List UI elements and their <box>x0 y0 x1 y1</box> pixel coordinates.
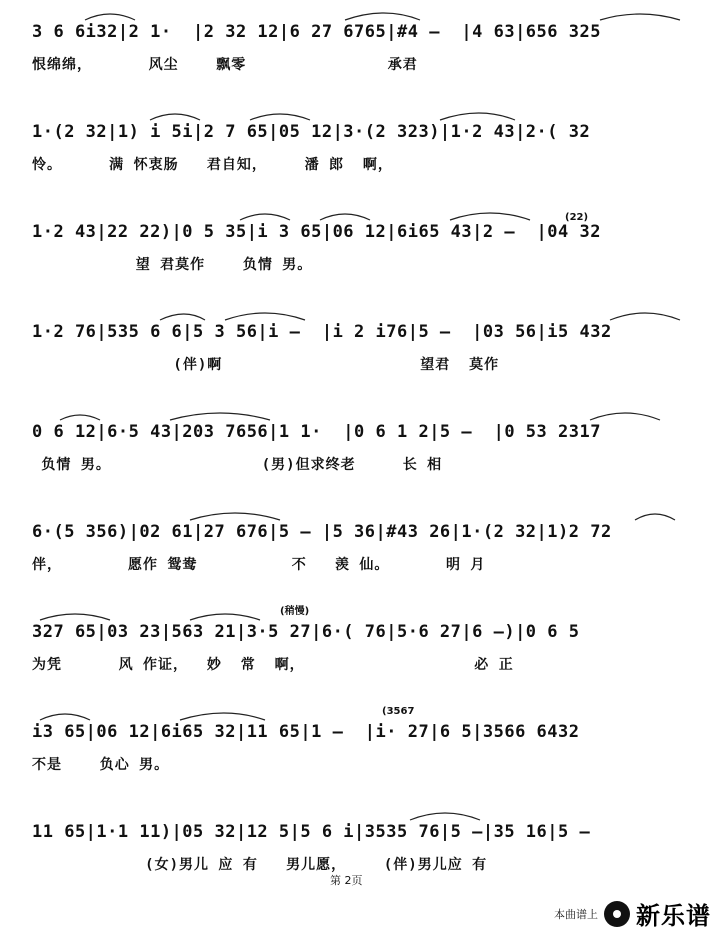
lyrics-row: 不是 负心 男。 <box>32 757 170 773</box>
tempo-annotation: (稍慢) <box>280 606 310 617</box>
lyrics-row: 望 君莫作 负情 男。 <box>32 257 313 273</box>
notation-row: 1·(2 32|1) i 5i|2 7 65|05 12|3·(2 323)|1·2 43|2·( 32 <box>32 122 591 142</box>
score-line-7 <box>0 606 719 718</box>
score-line-6 <box>0 518 719 618</box>
notation-row: 1·2 43|22 22)|0 5 35|i 3 65|06 12|6i65 43|2 – |04 32 <box>32 222 601 242</box>
lyrics-row: 恨绵绵， 风尘 飘零 承君 <box>32 57 418 73</box>
lyrics-row: (女)男儿 应 有 男儿愿， (伴)男儿应 有 <box>32 857 488 873</box>
score-line-2 <box>0 118 719 218</box>
notation-row: 0 6 12|6·5 43|203 7656|1 1· |0 6 1 2|5 – |0 53 2317 <box>32 422 601 442</box>
score-line-5 <box>0 418 719 518</box>
tempo-annotation: (22) <box>565 212 589 223</box>
notation-row: 1·2 76|535 6 6|5 3 56|i – |i 2 i76|5 – |03 56|i5 432 <box>32 322 612 342</box>
lyrics-row: 为凭 风 作证， 妙 常 啊， 必 正 <box>32 657 514 673</box>
brand-logo-text: 新乐谱 <box>636 902 711 930</box>
notation-row: 327 65|03 23|563 21|3·5 27|6·( 76|5·6 27|6 –)|0 6 5 <box>32 622 580 642</box>
score-line-4 <box>0 318 719 418</box>
score-line-8 <box>0 706 719 818</box>
notation-row: 3 6 6i32|2 1· |2 32 12|6 27 6765|#4 – |4 63|656 325 <box>32 22 601 42</box>
score-line-3 <box>0 212 719 318</box>
notation-row: i3 65|06 12|6i65 32|11 65|1 – |i· 27|6 5|3566 6432 <box>32 722 580 742</box>
score-line-1 <box>0 18 719 118</box>
lyrics-row: (伴)啊 望君 莫作 <box>32 357 500 373</box>
lyrics-row: 负情 男。 (男)但求终老 长 相 <box>32 457 443 473</box>
ornament-annotation: (3567 <box>382 706 415 717</box>
lyrics-row: 怜。 满 怀衷肠 君自知， 潘 郎 啊， <box>32 157 393 173</box>
site-brand <box>554 896 711 931</box>
lyrics-row: 伴， 愿作 鸳鸯 不 羡 仙。 明 月 <box>32 557 486 573</box>
notation-row: 6·(5 356)|02 61|27 676|5 – |5 36|#43 26|1·(2 32|1)2 72 <box>32 522 612 542</box>
notation-row: 11 65|1·1 11)|05 32|12 5|5 6 i|3535 76|5 –|35 16|5 – <box>32 822 591 842</box>
brand-note: 本曲谱上 <box>554 907 598 921</box>
page-number: 第 2页 <box>330 874 363 887</box>
vinyl-record-icon <box>604 901 630 927</box>
